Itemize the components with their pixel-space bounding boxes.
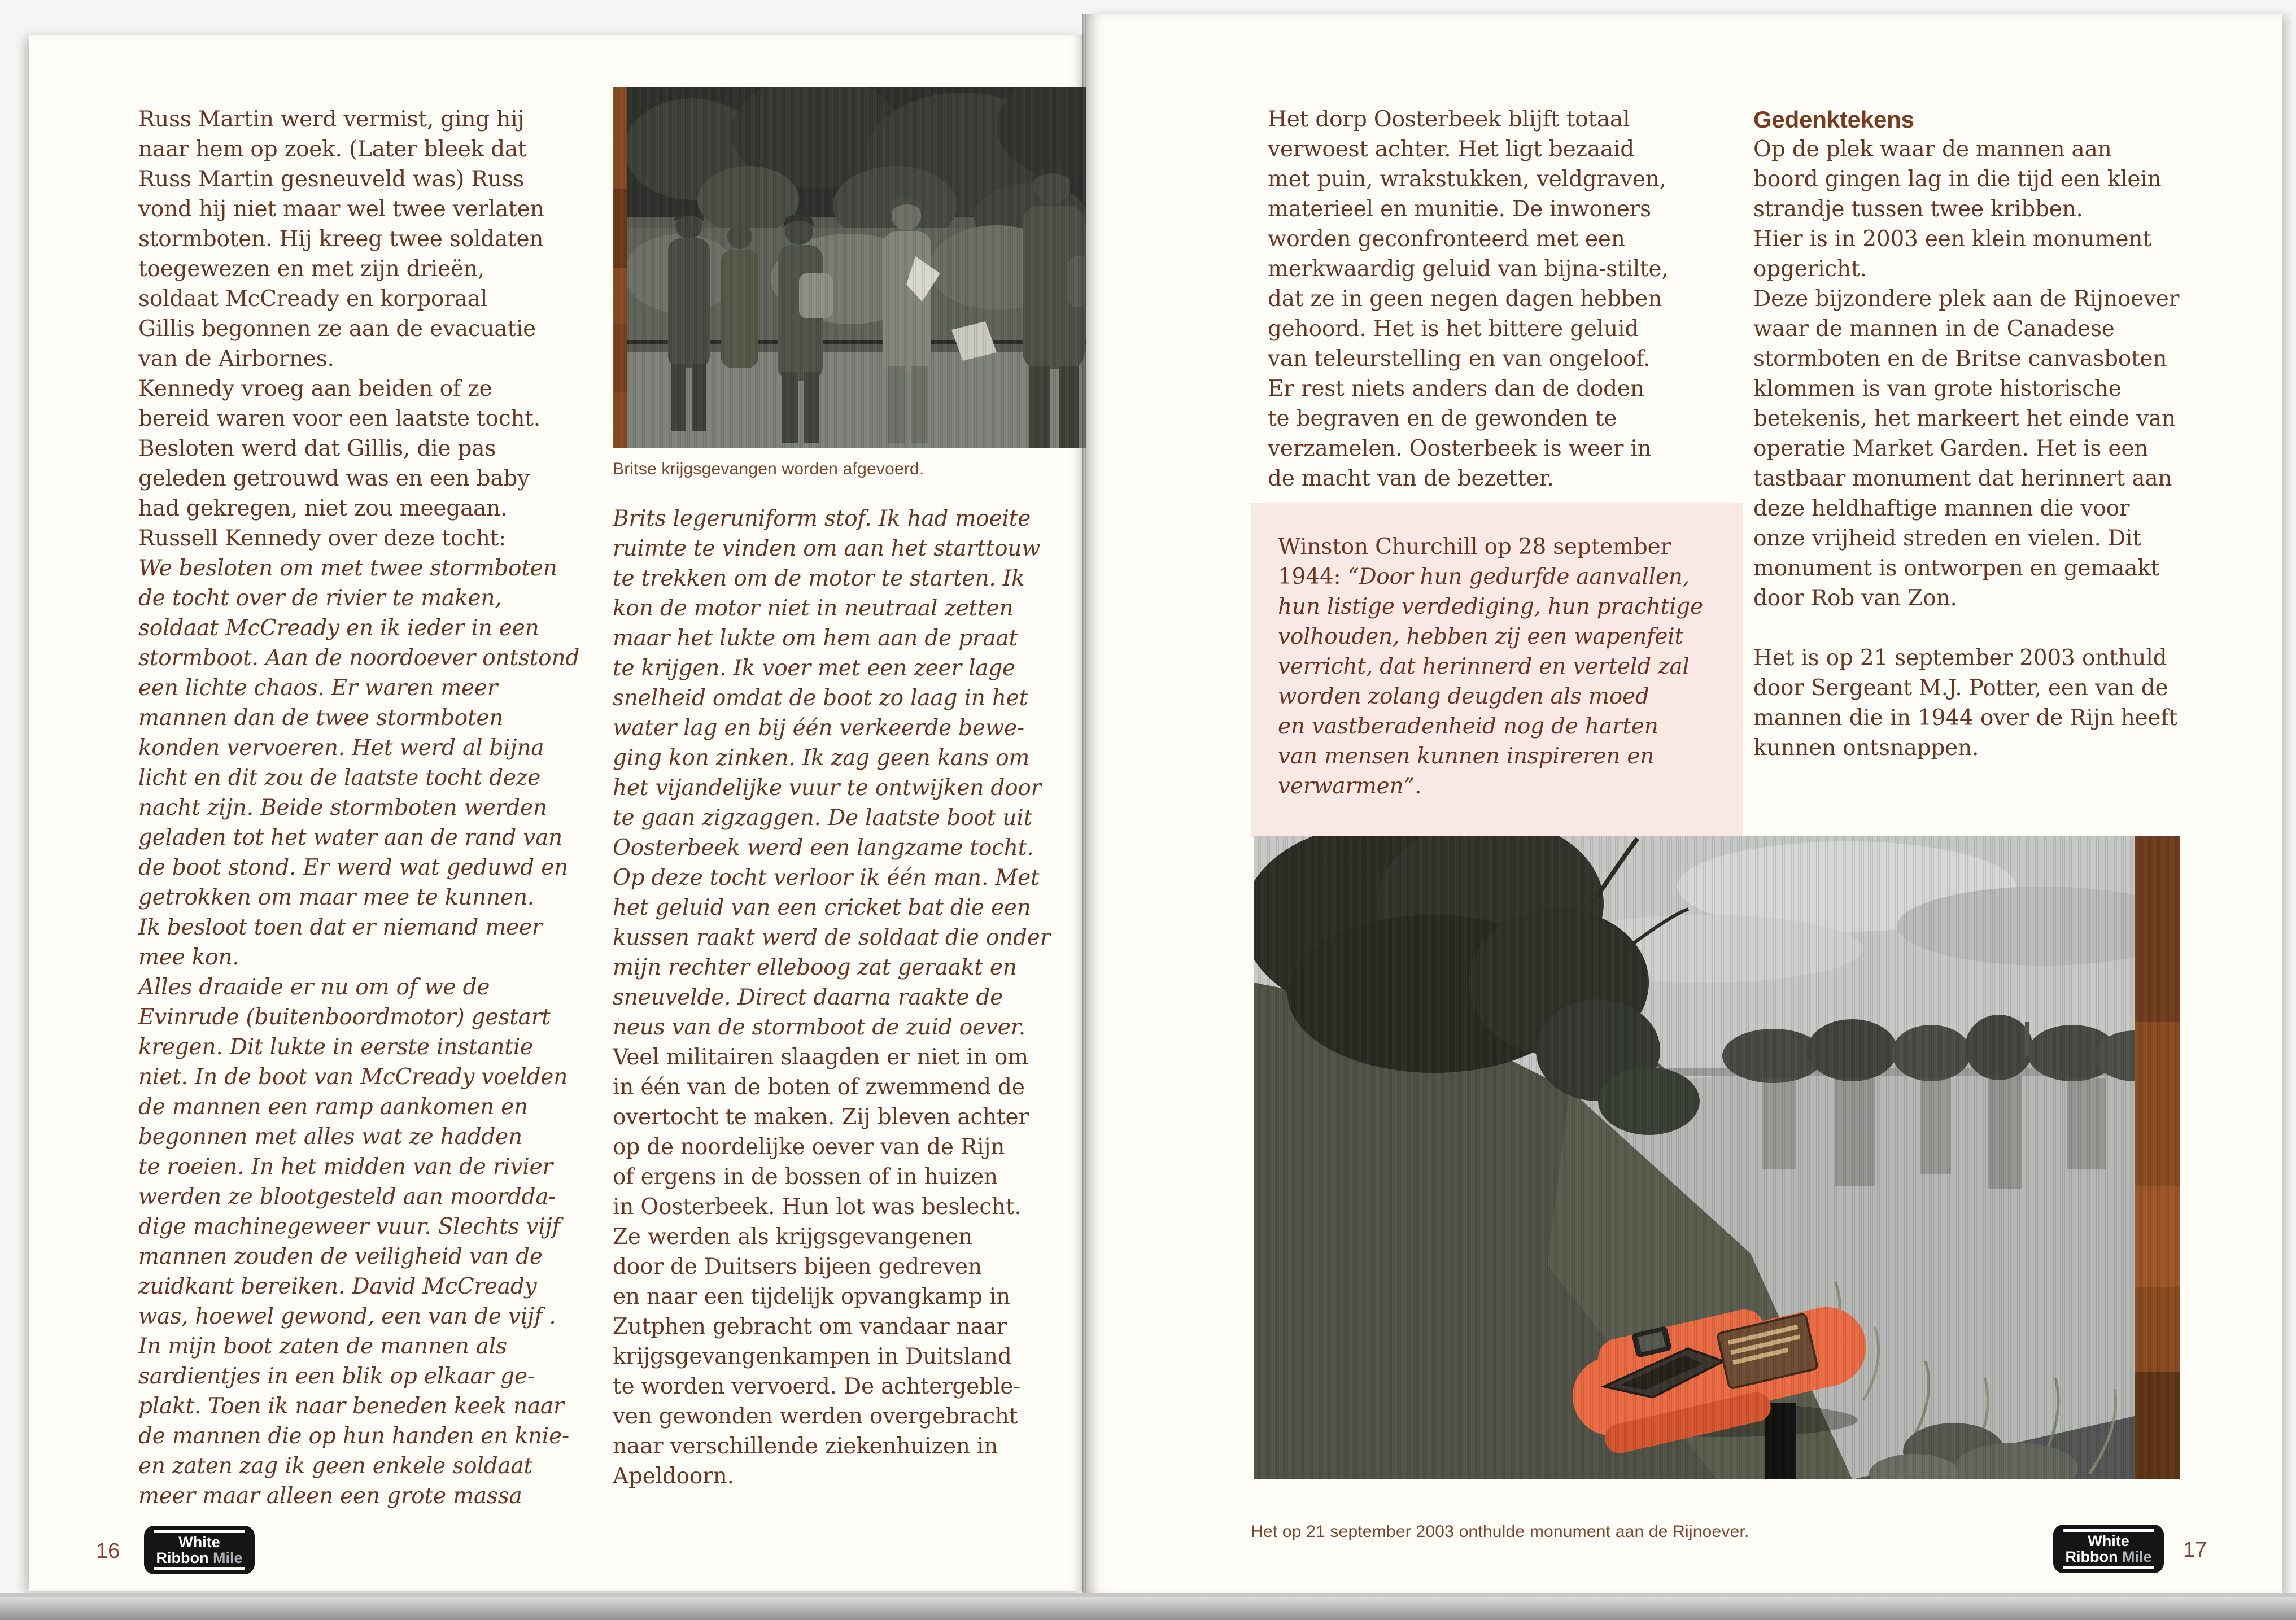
text-line: strandje tussen twee kribben. [1753,197,2083,222]
text-line: de tocht over de rivier te maken, [138,586,502,611]
pow-photo-caption: Britse krijgsgevangen worden afgevoerd. [613,460,924,478]
text-line: nacht zijn. Beide stormboten werden [138,795,547,820]
monument-photo [1254,836,2180,1479]
logo-bottom-bar [154,1567,245,1570]
monument-photo-caption: Het op 21 september 2003 onthulde monument aan de Rijnoever. [1251,1522,1749,1541]
text-line: stormboten. Hij kreeg twee soldaten [138,226,544,252]
text-line: We besloten om met twee stormboten [138,556,557,581]
text-line: betekenis, het markeert het einde van [1753,406,2176,431]
text-line: deze heldhaftige mannen die voor [1753,496,2130,521]
text-line: Russell Kennedy over deze tocht: [138,526,507,551]
white-ribbon-mile-logo [144,1526,255,1574]
text-line: een lichte chaos. Er waren meer [138,675,498,701]
text-line: volhouden, hebben zij een wapenfeit [1278,624,1684,649]
text-line: vond hij niet maar wel twee verlaten [138,197,544,222]
text-line: Op deze tocht verloor ik één man. Met [613,865,1040,890]
text-line: stormboot. Aan de noordoever ontstond [138,645,580,671]
text-line: het geluid van een cricket bat die een [613,895,1031,920]
text-line: begonnen met alles wat ze hadden [138,1124,522,1150]
text-line: te trekken om de motor te starten. Ik [613,566,1025,591]
churchill-quote-text [1278,532,1724,801]
page-number-left: 16 [96,1539,120,1563]
text-line: mannen zouden de veiligheid van de [138,1244,543,1269]
text-line: te krijgen. Ik voer met een zeer lage [613,656,1015,681]
scanner-edge-band [0,1597,2296,1620]
text-line: Alles draaide er nu om of we de [138,975,490,1000]
text-line: verzamelen. Oosterbeek is weer in [1268,436,1652,461]
text-line: dige machinegeweer vuur. Slechts vijf [138,1214,560,1239]
text-line: 1944: “Door hun gedurfde aanvallen, [1278,564,1690,590]
text-line: Het is op 21 september 2003 onthuld [1753,645,2167,671]
text-line: kon de motor niet in neutraal zetten [613,596,1014,621]
text-line: plakt. Toen ik naar beneden keek naar [138,1394,564,1419]
text-line: zuidkant bereiken. David McCready [138,1274,537,1299]
text-line: de mannen die op hun handen en knie- [138,1423,569,1449]
text-line: onze vrijheid streden en vielen. Dit [1753,526,2141,551]
text-line: verwoest achter. Het ligt bezaaid [1268,137,1634,162]
text-line: en vastberadenheid nog de harten [1278,714,1658,739]
text-line: overtocht te maken. Zij bleven achter [613,1104,1029,1130]
text-line: licht en dit zou de laatste tocht deze [138,765,541,791]
text-line: Hier is in 2003 een klein monument [1753,226,2151,252]
text-line: mee kon. [138,945,239,970]
text-line: kunnen ontsnappen. [1753,735,1979,761]
text-line: te gaan zigzaggen. De laatste boot uit [613,805,1033,831]
logo-top-bar [2063,1529,2154,1532]
text-line: van mensen kunnen inspireren en [1278,744,1655,769]
text-line: naar verschillende ziekenhuizen in [613,1434,998,1459]
text-line: Er rest niets anders dan de doden [1268,376,1644,401]
logo-top-bar [154,1530,245,1533]
text-line: meer maar alleen een grote massa [138,1483,522,1509]
churchill-quote-box [1251,503,1743,837]
text-line: Zutphen gebracht om vandaar naar [613,1314,1007,1339]
right-page-column-2 [1753,104,2250,763]
text-line: neus van de stormboot de zuid oever. [613,1015,1025,1040]
text-line: opgericht. [1753,256,1867,282]
text-line: sneuvelde. Direct daarna raakte de [613,985,1003,1010]
text-line: de boot stond. Er werd wat geduwd en [138,855,569,880]
text-line: krijgsgevangenkampen in Duitsland [613,1344,1012,1369]
text-line: waar de mannen in de Canadese [1753,316,2115,342]
text-line: water lag en bij één verkeerde bewe- [613,715,1024,741]
text-line: Oosterbeek werd een langzame tocht. [613,835,1034,861]
text-line: kregen. Dit lukte in eerste instantie [138,1034,533,1060]
text-line: van teleurstelling en van ongeloof. [1268,346,1651,372]
text-line: kussen raakt werd de soldaat die onder [613,925,1051,950]
logo-bottom-bar [2063,1566,2154,1569]
text-line: te roeien. In het midden van de rivier [138,1154,553,1180]
text-line: te worden vervoerd. De achtergeble- [613,1374,1021,1399]
text-line: met puin, wrakstukken, veldgraven, [1268,167,1666,192]
text-line: Veel militairen slaagden er niet in om [613,1045,1028,1070]
text-line: Gillis begonnen ze aan de evacuatie [138,316,536,342]
text-line: monument is ontworpen en gemaakt [1753,556,2160,581]
logo-line2 [2066,1549,2152,1565]
text-line: in één van de boten of zwemmend de [613,1075,1025,1100]
logo-line2 [156,1550,243,1566]
text-line: of ergens in de bossen of in huizen [613,1164,998,1190]
text-line: Gedenktekens [1753,106,1914,133]
text-line: was, hoewel gewond, een van de vijf . [138,1304,556,1329]
text-line: materieel en munitie. De inwoners [1268,197,1651,222]
text-line: soldaat McCready en ik ieder in een [138,615,539,641]
text-line: op de noordelijke oever van de Rijn [613,1134,1005,1160]
text-line: de mannen een ramp aankomen en [138,1094,528,1120]
text-line: maar het lukte om hem aan de praat [613,626,1018,651]
text-line: door Sergeant M.J. Potter, een van de [1753,675,2168,701]
page-number-right: 17 [2183,1538,2207,1562]
logo-mile-text: Mile [208,1549,243,1566]
text-line: door de Duitsers bijeen gedreven [613,1254,982,1280]
text-line: Brits legeruniform stof. Ik had moeite [613,506,1031,531]
text-line: te begraven en de gewonden te [1268,406,1617,431]
text-line: mannen die in 1944 over de Rijn heeft [1753,705,2178,731]
text-line: Winston Churchill op 28 september [1278,534,1671,560]
left-page-column-2 [613,504,1098,1491]
logo-ribbon-text: Ribbon [156,1549,209,1566]
text-line: worden zolang deugden als moed [1278,684,1649,709]
text-line: toegewezen en met zijn drieën, [138,256,484,282]
text-line: Ze werden als krijgsgevangenen [613,1224,973,1250]
logo-ribbon-text: Ribbon [2065,1548,2118,1565]
text-line: gehoord. Het is het bittere geluid [1268,316,1639,342]
text-line: Ik besloot toen dat er niemand meer [138,915,543,940]
logo-line1: White [178,1534,220,1551]
text-line: Besloten werd dat Gillis, die pas [138,436,496,461]
text-line: niet. In de boot van McCready voelden [138,1064,568,1090]
text-line: verricht, dat herinnerd en verteld zal [1278,654,1690,679]
text-line: bereid waren voor een laatste tocht. [138,406,540,431]
text-line: soldaat McCready en korporaal [138,286,488,312]
logo-line1: White [2088,1532,2129,1549]
text-line: geleden getrouwd was en een baby [138,466,530,491]
text-line: In mijn boot zaten de mannen als [138,1334,507,1359]
pow-photo [613,87,1112,448]
text-line: stormboten en de Britse canvasboten [1753,346,2167,372]
text-line: Kennedy vroeg aan beiden of ze [138,376,492,401]
page-right [1086,14,2282,1595]
text-line: had gekregen, niet zou meegaan. [138,496,508,521]
text-line: merkwaardig geluid van bijna-stilte, [1268,256,1669,282]
page-left [29,35,1083,1591]
text-line: getrokken om maar mee te kunnen. [138,885,534,910]
text-line: hun listige verdediging, hun prachtige [1278,594,1704,619]
text-line: van de Airbornes. [138,346,334,372]
text-line: ven gewonden werden overgebracht [613,1404,1018,1429]
text-line [1753,613,2250,643]
text-line: Russ Martin werd vermist, ging hij [138,107,525,132]
text-line: Het dorp Oosterbeek blijft totaal [1268,107,1630,132]
text-line: Russ Martin gesneuveld was) Russ [138,167,525,192]
text-line: de macht van de bezetter. [1268,466,1554,491]
text-line: operatie Market Garden. Het is een [1753,436,2149,461]
logo-mile-text: Mile [2118,1548,2152,1565]
text-line: boord gingen lag in die tijd een klein [1753,167,2162,192]
text-line: verwarmen”. [1278,774,1422,799]
text-line: Op de plek waar de mannen aan [1753,137,2112,162]
text-line: konden vervoeren. Het werd al bijna [138,735,544,761]
text-line: dat ze in geen negen dagen hebben [1268,286,1662,312]
text-line: sardientjes in een blik op elkaar ge- [138,1364,535,1389]
text-line: en naar een tijdelijk opvangkamp in [613,1284,1010,1309]
text-line: ruimte te vinden om aan het starttouw [613,536,1041,561]
text-line: Evinrude (buitenboordmotor) gestart [138,1005,551,1030]
monument-photo-illustration [1254,836,2180,1479]
text-line: door Rob van Zon. [1753,586,1957,611]
text-line: tastbaar monument dat herinnert aan [1753,466,2172,491]
right-page-column-1 [1268,104,1748,494]
text-line: naar hem op zoek. (Later bleek dat [138,137,527,162]
text-line: mijn rechter elleboog zat geraakt en [613,955,1017,980]
text-line: Deze bijzondere plek aan de Rijnoever [1753,286,2180,312]
text-line: klommen is van grote historische [1753,376,2122,401]
text-line: en zaten zag ik geen enkele soldaat [138,1453,532,1479]
text-line: het vijandelijke vuur te ontwijken door [613,775,1042,801]
text-line: Apeldoorn. [613,1464,734,1489]
book-gutter [1082,14,1086,1595]
text-line: ging kon zinken. Ik zag geen kans om [613,745,1030,771]
text-line: snelheid omdat de boot zo laag in het [613,685,1028,711]
text-line: mannen dan de twee stormboten [138,705,504,731]
left-page-column-1 [138,104,618,1511]
text-line: geladen tot het water aan de rand van [138,825,563,850]
text-line: in Oosterbeek. Hun lot was beslecht. [613,1194,1022,1220]
white-ribbon-mile-logo [2053,1525,2164,1573]
pow-photo-illustration [613,87,1112,448]
text-line: werden ze blootgesteld aan moordda- [138,1184,556,1209]
text-line: worden geconfronteerd met een [1268,226,1625,252]
